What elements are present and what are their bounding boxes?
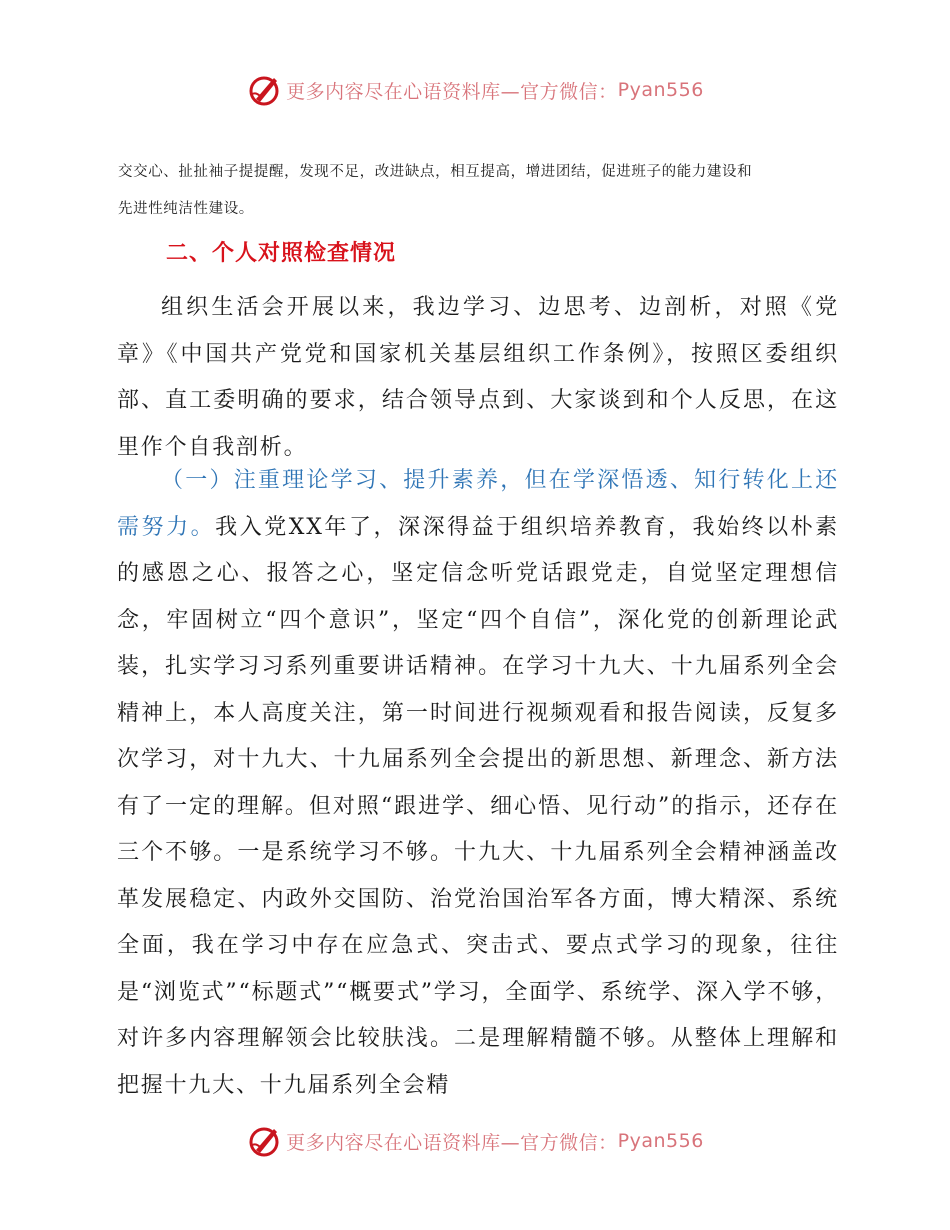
banner-text: 更多内容尽在心语资料库—官方微信：	[286, 80, 618, 103]
paragraph-self-analysis: 组织生活会开展以来，我边学习、边思考、边剖析，对照《党章》《中国共产党党和国家机关基层组织工作条例》，按照区委组织部、直工委明确的要求，结合领导点到、大家谈到和个人反思，在这里作个自我剖析。	[117, 295, 839, 460]
banner-text: 更多内容尽在心语资料库—官方微信：	[286, 1131, 618, 1154]
header-watermark-banner	[0, 70, 950, 110]
intro-line-1: 交交心、扯扯袖子提提醒，发现不足，改进缺点，相互提高，增进团结，促进班子的能力建设和	[118, 164, 753, 180]
subsection-heading: （一）注重理论学习、提升素养，但在学深悟透、知行转化上还需努力。	[117, 468, 839, 540]
pen-logo-icon	[246, 1123, 282, 1159]
section-heading: 二、个人对照检查情况	[166, 241, 397, 266]
footer-watermark-banner	[0, 1121, 950, 1161]
pen-logo-icon	[246, 72, 282, 108]
intro-line-2: 先进性纯洁性建设。	[118, 201, 254, 217]
paragraph-theory-study	[117, 458, 839, 1109]
banner-wechat-id: Pyan556	[617, 1130, 704, 1152]
banner-wechat-id: Pyan556	[617, 79, 704, 101]
paragraph-theory-study-body: 我入党XX年了，深深得益于组织培养教育，我始终以朴素的感恩之心、报答之心，坚定信念听党话跟党走，自觉坚定理想信念，牢固树立“四个意识”，坚定“四个自信”，深化党的创新理论武装，扎实学习习系列重要讲话精神。在学习十九大、十九届系列全会精神上，本人高度关注，第一时间进行视频观看和报告阅读，反复多次学习，对十九大、十九届系列全会提出的新思想、新理念、新方法有了一定的理解。但对照“跟进学、细心悟、见行动”的指示，还存在三个不够。一是系统学习不够。十九大、十九届系列全会精神涵盖改革发展稳定、内政外交国防、治党治国治军各方面，博大精深、系统全面，我在学习中存在应急式、突击式、要点式学习的现象，往往是“浏览式”“标题式”“概要式”学习，全面学、系统学、深入学不够，对许多内容理解领会比较肤浅。二是理解精髓不够。从整体上理解和把握十九大、十九届系列全会精	[117, 514, 839, 1098]
